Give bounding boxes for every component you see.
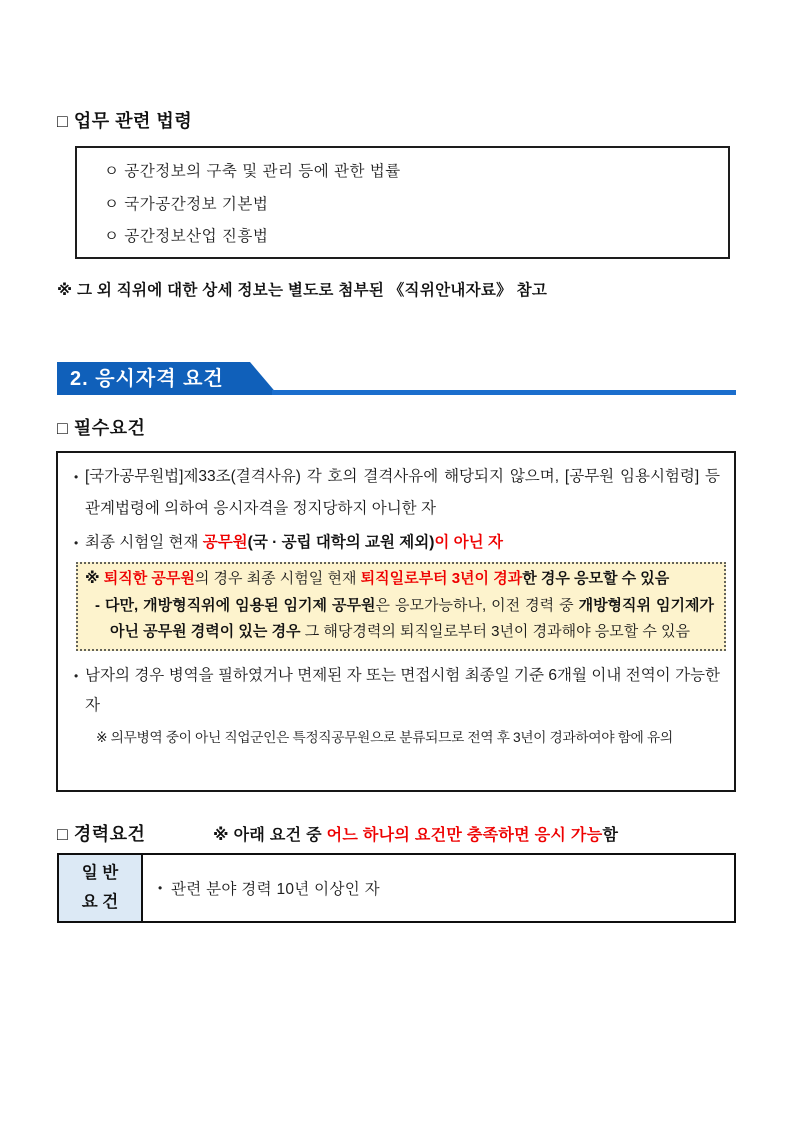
law-item: ㅇ 국가공간정보 기본법 (104, 195, 269, 213)
highlight-paragraph: ※ 퇴직한 공무원의 경우 최종 시험일 현재 퇴직일로부터 3년이 경과한 경우 응모할 수 있음 (85, 570, 670, 587)
required-item-disqualification (74, 461, 720, 525)
military-service-note: ※ 의무병역 중이 아닌 직업군인은 특정직공무원으로 분류되므로 전역 후 3년이 경과하여야 함에 유의 (96, 729, 673, 745)
required-item-text: 남자의 경우 병역을 필하였거나 면제된 자 또는 면접시험 최종일 기준 6개월 이내 전역이 가능한 자 (85, 666, 720, 714)
row-header-line: 일 반 (81, 864, 119, 882)
table-cell (143, 855, 734, 921)
section-banner-title: 2. 응시자격 요건 (70, 368, 224, 390)
law-item: ㅇ 공간정보의 구축 및 관리 등에 관한 법률 (104, 162, 401, 180)
position-guide-note: ※ 그 외 직위에 대한 상세 정보는 별도로 첨부된 《직위안내자료》 참고 (57, 282, 548, 299)
bullet-icon: • (158, 881, 163, 895)
required-conditions-title: □ 필수요건 (57, 418, 146, 438)
laws-section-title: □ 업무 관련 법령 (57, 111, 193, 131)
required-item-military-service (74, 661, 720, 721)
table-row-header (59, 855, 143, 921)
career-requirement-text: 관련 분야 경력 10년 이상인 자 (171, 881, 380, 898)
retired-civil-servant-highlight-box (76, 562, 726, 651)
career-requirements-title: □ 경력요건 (57, 824, 146, 844)
laws-list-box (75, 146, 730, 259)
required-item-text: 최종 시험일 현재 공무원(국 · 공립 대학의 교원 제외)이 아닌 자 (85, 534, 503, 551)
required-conditions-box (56, 451, 736, 792)
required-item-text: [국가공무원법]제33조(결격사유) 각 호의 결격사유에 해당되지 않으며, [공무원 임용시험령] 등 관계법령에 의하여 응시자격을 정지당하지 아니한 자 (85, 468, 720, 517)
required-item-not-civil-servant (74, 528, 720, 558)
row-header-line: 요 건 (81, 893, 119, 911)
career-requirements-table (57, 853, 736, 923)
career-requirements-note: ※ 아래 요건 중 어느 하나의 요건만 충족하면 응시 가능함 (213, 827, 619, 844)
bullet-icon: • (74, 668, 79, 683)
highlight-paragraph: - 다만, 개방형직위에 임용된 임기제 공무원은 응모가능하나, 이전 경력 중 개방형직위 임기제가 아닌 공무원 경력이 있는 경우 그 해당경력의 퇴직일로부터 3년이 경과해야 응모할 수 있음 (95, 596, 714, 640)
law-item: ㅇ 공간정보산업 진흥법 (104, 228, 269, 246)
bullet-icon: • (74, 536, 79, 550)
bullet-icon: • (74, 470, 79, 484)
